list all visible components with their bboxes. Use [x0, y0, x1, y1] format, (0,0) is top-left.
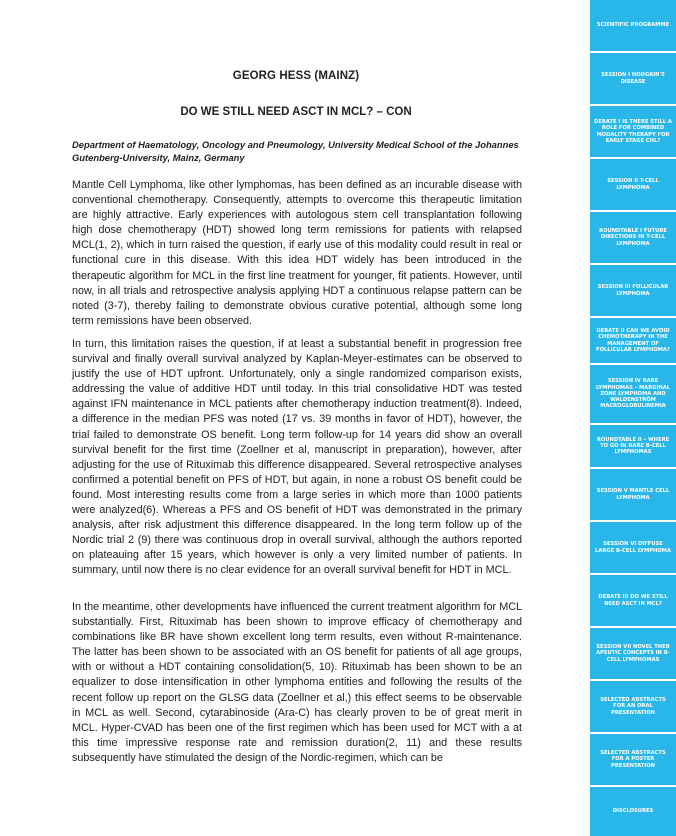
section-sidebar	[590, 0, 676, 836]
sidebar-item-debate-1[interactable]: DEBATE I IS THERE STILL A ROLE FOR COMBINED MODALITY THERAPY FOR EARLY STAGE CHL?	[590, 106, 676, 157]
sidebar-item-debate-3[interactable]: DEBATE III DO WE STILL NEED ASCT IN MCL?	[590, 575, 676, 626]
page-title: DO WE STILL NEED ASCT IN MCL? – CON	[180, 106, 412, 118]
affiliation-text: Department of Haematology, Oncology and Pneumology, University Medical School of the Johannes Gutenberg-University, Mainz, Germany	[72, 139, 519, 163]
body-paragraph: In the meantime, other developments have influenced the current treatment algorithm for MCL substantially. First, Rituximab has been shown to improve efficacy of chemotherapy and combinations like BR have shown excellent long term results, even without R-maintenance. The latter has been shown to be associated with an OS benefit for patients of all age groups, with or without a HDT containing consolidation(5, 10). Rituximab has been shown to be an equalizer to dose intensification in other lymphoma entities and following the results of the recent follow up report on the GLSG data (Zoellner et al,) this effect seems to be observable in MCL as well. Second, cytarabinoside (Ara-C) has clearly proven to be of great merit in MCL. Hyper-CVAD has been one of the first regimen which has been used for MCT with a at this time impressive response rate and remission duration(2, 11) and these results subsequently have stimulated the design of the Nordic-regimen, which can be	[72, 601, 522, 764]
sidebar-item-session-5[interactable]: SESSION V MANTLE CELL LYMPHOMA	[590, 469, 676, 520]
body-paragraph: Mantle Cell Lymphoma, like other lymphomas, has been defined as an incurable disease with conventional chemotherapy. Consequently, attempts to overcome this therapeutic limitation are highly attractive. Early experiences with autologous stem cell transplantation following high dose chemotherapy (HDT) showed long term remissions for patients with relapsed MCL(1, 2), which in turn raised the question, if early use of this modality could result in real or functional cure in this disease. With this idea HDT widely has been introduced in the therapeutic algorithm for MCL in the first line treatment for younger, fit patients. However, until now, in all trials and retrospective analysis applying HDT a continuous relapse pattern can be noted (3-7), thereby failing to demonstrate obvious curative potential, although some long term remissions have been observed.	[72, 179, 522, 327]
sidebar-item-session-7[interactable]: SESSION VII NOVEL THER APEUTIC CONCEPTS IN B-CELL LYMPHOMAS	[590, 628, 676, 679]
sidebar-item-session-2[interactable]: SESSION II T-CELL LYMPHOMA	[590, 159, 676, 210]
sidebar-item-session-4[interactable]: SESSION IV RARE LYMPHOMAS – MARGINAL ZONE LYMPHOMA AND WALDENSTRÖM MACROGLOBULINEMIA	[590, 365, 676, 423]
sidebar-item-roundtable-1[interactable]: ROUNDTABLE I FUTURE DIRECTIONS IN T-CELL LYMPHOMA	[590, 212, 676, 263]
sidebar-item-poster-abstracts[interactable]: SELECTED ABSTRACTS FOR A POSTER PRESENTATION	[590, 734, 676, 785]
sidebar-item-roundtable-2[interactable]: ROUNDTABLE II – WHERE TO GO IN RARE B-CELL LYMPHOMAS	[590, 425, 676, 467]
sidebar-item-scientific-programme[interactable]: SCIENTIFIC PROGRAMME	[590, 0, 676, 51]
sidebar-item-debate-2[interactable]: DEBATE II CAN WE AVOID CHEMOTHERAPY IN THE MANAGEMENT OF FOLLICULAR LYMPHOMA?	[590, 318, 676, 363]
body-paragraph: In turn, this limitation raises the question, if at least a substantial benefit in progression free survival and finally overall survival analyzed by Kaplan-Meyer-estimates can be observed to justify the use of HDT upfront. Unfortunately, only a single randomized comparison exists, addressing the value of additive HDT until today. In this trial consolidative HDT was tested against IFN maintenance in MCL patients after chemotherapy induction treatment(8). Indeed, a difference in the median PFS was noted (17 vs. 39 months in favor of HDT), however, the trial failed to demonstrate OS benefit. Long term follow-up for 14 years did show an overall survival benefit for the first time (Zoellner et al, manuscript in preparation), however, after adjusting for the use of Rituximab this difference disappeared. Several retrospective analyses confirmed a potential benefit on PFS of HDT, but again, in none a robust OS benefit could be found. Most interesting results come from a large series in which more than 1000 patients were analyzed(6). Whereas a PFS and OS benefit of HDT was demonstrated in the primary analysis, after risk adjustment this difference disappeared. In the long term follow up of the Nordic trial 2 (9) there was continuous drop in overall survival, although the authors reported on plateauing after 15 years, which however is only a very limited number of patients. In summary, until now there is no clear evidence for an overall survival benefit for HDT in MCL.	[72, 338, 522, 577]
author-heading: GEORG HESS (MAINZ)	[232, 70, 360, 82]
sidebar-item-oral-abstracts[interactable]: SELECTED ABSTRACTS FOR AN ORAL PRESENTATION	[590, 681, 676, 732]
sidebar-item-disclosures[interactable]: DISCLOSURES	[590, 787, 676, 836]
sidebar-item-session-1[interactable]: SESSION I HODGKIN'S DISEASE	[590, 53, 676, 104]
sidebar-item-session-6[interactable]: SESSION VI DIFFUSE LARGE B-CELL LYMPHOMA	[590, 522, 676, 573]
sidebar-item-session-3[interactable]: SESSION III FOLLICULAR LYMPHOMA	[590, 265, 676, 316]
